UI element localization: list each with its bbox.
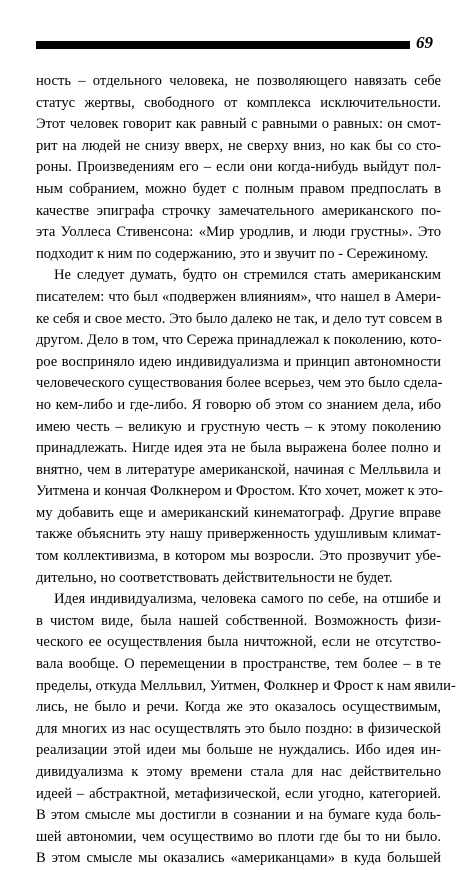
text-line: рит на людей не снизу вверх, не сверху вниз, но как бы со сто- — [36, 137, 441, 154]
text-line: Идея индивидуализма, человека самого по себе, на отшибе и — [54, 591, 441, 608]
text-line: реализации этой идеи мы больше не нуждались. Ибо идея ин- — [36, 742, 441, 759]
text-line: лись, не было и речи. Когда же это оказалось осуществимым, — [36, 699, 441, 716]
text-line: в чистом виде, была нашей собственной. Возможность физи- — [36, 612, 441, 629]
text-line: также объяснить эту нашу приверженность удушливым климат- — [36, 526, 441, 543]
text-line: му добавить еще и американский кинематограф. Другие вправе — [36, 504, 441, 521]
text-line: Не следует думать, будто он стремился стать американским — [54, 267, 441, 284]
text-line: Уитмена и кончая Фолкнером и Фростом. Кто хочет, может к это- — [36, 483, 443, 500]
text-line: ке себя и свое место. Это было далеко не так, и дело тут совсем в — [36, 310, 443, 327]
text-line: Этот человек говорит как равный с равными о равных: он смот- — [36, 116, 441, 133]
text-line: человеческого существования более всерьез, чем это было сдела- — [36, 375, 443, 392]
text-line: но кем-либо и где-либо. Я говорю об этом со знанием дела, ибо — [36, 396, 441, 413]
paragraph-2 — [36, 265, 441, 589]
text-line: внятно, чем в литературе американской, начиная с Мелльвила и — [36, 461, 441, 478]
text-line: ность – отдельного человека, не позволяющего навязать себе — [36, 73, 441, 89]
text-line: рое восприняло идею индивидуализма и принцип автономности — [36, 353, 441, 370]
text-line: качестве эпиграфа строчку замечательного американского по- — [36, 202, 441, 219]
text-line: писателем: что был «подвержен влияниям», что нашел в Амери- — [36, 288, 441, 305]
text-line: том коллективизма, в котором мы возросли. Это прозвучит убе- — [36, 548, 441, 565]
text-line: принадлежать. Нигде идея эта не была выражена более полно и — [36, 440, 441, 457]
paragraph-3 — [36, 589, 456, 870]
text-line: шей автономии, чем осуществимо во плоти где бы то ни было. — [36, 828, 441, 845]
paragraph-1 — [36, 71, 441, 265]
text-line: ным собранием, можно будет с полным правом предпослать в — [36, 180, 441, 197]
text-line: вала вообще. О перемещении в пространстве, тем более – в те — [36, 656, 441, 673]
text-line: В этом смысле мы достигли в сознании и на бумаге куда боль- — [36, 807, 441, 824]
text-line: ческого ее осуществления была ничтожной, если не отсутство- — [36, 634, 441, 651]
text-line: дительно, но соответствовать действительности не будет. — [36, 569, 393, 586]
text-line: для многих из нас осуществлять это было поздно: в физической — [36, 720, 441, 737]
text-line: эта Уоллеса Стивенсона: «Мир уродлив, и люди грустны». Это — [36, 224, 441, 241]
text-line: роны. Произведениям его – если они когда-нибудь выйдут пол- — [36, 159, 441, 176]
text-line: другом. Дело в том, что Сережа принадлежал к поколению, кото- — [36, 332, 442, 349]
header-rule — [36, 41, 410, 49]
page-number: 69 — [416, 33, 433, 52]
text-line: дивидуализма к этому времени стала для нас действительно — [36, 764, 441, 780]
text-line: пределы, откуда Мелльвил, Уитмен, Фолкнер и Фрост к нам явили- — [36, 677, 456, 694]
text-line: статус жертвы, свободного от комплекса исключительности. — [36, 94, 441, 111]
text-line: подходит к ним по содержанию, это и звучит по - Сережиному. — [36, 245, 429, 262]
text-line: идеей – абстрактной, метафизической, если угодно, категорией. — [36, 785, 441, 802]
body-text — [36, 71, 456, 870]
text-line: В этом смысле мы оказались «американцами» в куда большей — [36, 850, 441, 867]
text-line: имею честь – великую и грустную честь – к этому поколению — [36, 418, 441, 435]
